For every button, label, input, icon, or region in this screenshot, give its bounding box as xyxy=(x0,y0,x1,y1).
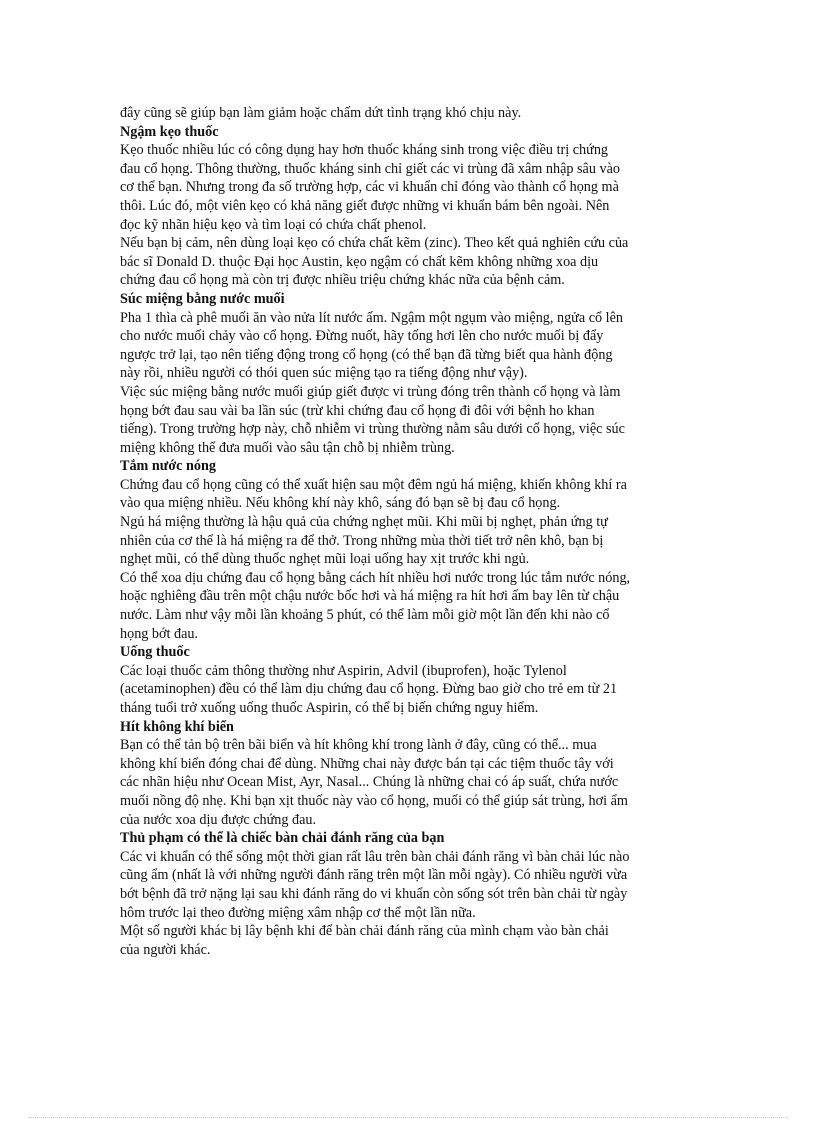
paragraph-line: đây cũng sẽ giúp bạn làm giảm hoặc chấm dứt tình trạng khó chịu này. xyxy=(120,105,522,121)
paragraph-line: họng bớt đau. xyxy=(120,625,199,642)
paragraph-line: Các vi khuẩn có thể sống một thời gian rất lâu trên bàn chải đánh răng vì bàn chải lúc nào xyxy=(120,848,630,865)
paragraph-line: cơ thể bạn. Nhưng trong đa số trường hợp, các vi khuẩn chỉ đóng vào thành cổ họng mà xyxy=(120,179,619,196)
document-body xyxy=(120,104,700,959)
heading-text: Uống thuốc xyxy=(120,644,190,661)
paragraph-line: Một số người khác bị lây bệnh khi để bàn chải đánh răng của mình chạm vào bàn chải xyxy=(120,923,609,940)
paragraph-line: thôi. Lúc đó, một viên kẹo có khả năng giết được những vi khuẩn bám bên ngoài. Nên xyxy=(120,197,610,214)
paragraph-line: Nếu bạn bị cảm, nên dùng loại kẹo có chứa chất kẽm (zinc). Theo kết quả nghiên cứu của xyxy=(120,235,629,252)
page-bottom-border xyxy=(28,1117,788,1118)
paragraph xyxy=(120,569,700,643)
section-heading xyxy=(120,290,700,309)
paragraph-line: tiếng). Trong trường hợp này, chỗ nhiễm vi trùng thường nằm sâu dưới cổ họng, việc súc xyxy=(120,421,625,438)
paragraph-line: chứng đau cổ họng mà còn trị được nhiều triệu chứng khác nữa của bệnh cảm. xyxy=(120,272,565,289)
paragraph xyxy=(120,141,700,234)
section-heading xyxy=(120,643,700,662)
paragraph-line: này rồi, nhiều người có thói quen súc miệng tạo ra tiếng động như vậy). xyxy=(120,365,528,382)
paragraph xyxy=(120,476,700,513)
paragraph-line: miệng không thể đưa muối vào sâu tận chỗ bị nhiễm trùng. xyxy=(120,439,455,456)
paragraph xyxy=(120,234,700,290)
section-heading xyxy=(120,829,700,848)
paragraph-line: vào qua miệng nhiều. Nếu không khí này khô, sáng đó bạn sẽ bị đau cổ họng. xyxy=(120,495,561,512)
section-heading xyxy=(120,718,700,737)
paragraph-line: tháng tuổi trở xuống uống thuốc Aspirin, có thể bị biến chứng nguy hiểm. xyxy=(120,700,539,716)
paragraph-line: bớt bệnh đã trở nặng lại sau khi đánh răng do vi khuẩn còn sống sót trên bàn chải từ ngày xyxy=(120,885,628,902)
heading-text: Súc miệng bằng nước muối xyxy=(120,290,285,307)
paragraph-line: Việc súc miệng bằng nước muối giúp giết được vi trùng đóng trên thành cổ họng và làm xyxy=(120,383,621,400)
paragraph xyxy=(120,662,700,718)
paragraph-line: nghẹt mũi, có thể dùng thuốc nghẹt mũi loại uống hay xịt trước khi ngủ. xyxy=(120,551,530,568)
paragraph xyxy=(120,309,700,383)
paragraph-line: đọc kỹ nhãn hiệu kẹo và tìm loại có chứa chất phenol. xyxy=(120,216,427,233)
paragraph-line: các nhãn hiệu như Ocean Mist, Ayr, Nasal... Chúng là những chai có áp suất, chứa nước xyxy=(120,774,619,791)
paragraph xyxy=(120,104,700,123)
paragraph-line: Có thể xoa dịu chứng đau cổ họng bằng cách hít nhiều hơi nước trong lúc tắm nước nóng, xyxy=(120,569,631,586)
paragraph-line: muối nồng độ nhẹ. Khi bạn xịt thuốc này vào cổ họng, muối có thể giúp sát trùng, hơi ẩm xyxy=(120,792,628,809)
paragraph-line: bác sĩ Donald D. thuộc Đại học Austin, kẹo ngậm có chất kẽm không những xoa dịu xyxy=(120,253,599,270)
paragraph xyxy=(120,848,700,922)
paragraph-line: của người khác. xyxy=(120,941,211,958)
heading-text: Thủ phạm có thể là chiếc bàn chải đánh răng của bạn xyxy=(120,830,445,847)
paragraph-line: nhiên của cơ thể là há miệng ra để thở. Trong những mùa thời tiết trở nên khô, bạn bị xyxy=(120,532,604,549)
paragraph-line: Kẹo thuốc nhiều lúc có công dụng hay hơn thuốc kháng sinh trong việc điều trị chứng xyxy=(120,142,609,159)
section-heading xyxy=(120,123,700,142)
heading-text: Tắm nước nóng xyxy=(120,458,216,475)
paragraph-line: cho nước muối chảy vào cổ họng. Đừng nuốt, hãy tống hơi lên cho nước muối bị đẩy xyxy=(120,328,604,345)
section-heading xyxy=(120,457,700,476)
paragraph-line: hoặc nghiêng đầu trên một chậu nước bốc hơi và há miệng ra hít hơi ấm bay lên từ chậu xyxy=(120,588,620,605)
paragraph-line: đau cổ họng. Thông thường, thuốc kháng sinh chỉ giết các vi trùng đã xâm nhập sâu vào xyxy=(120,160,620,177)
paragraph-line: Bạn có thể tản bộ trên bãi biển và hít không khí trong lành ở đây, cũng có thể... mua xyxy=(120,737,597,754)
paragraph-line: nước. Làm như vậy mỗi lần khoảng 5 phút, có thể làm mỗi giờ một lần đến khi nào cổ xyxy=(120,607,610,624)
paragraph-line: (acetaminophen) đều có thể làm dịu chứng đau cổ họng. Đừng bao giờ cho trẻ em từ 21 xyxy=(120,681,618,698)
paragraph-line: Pha 1 thìa cà phê muối ăn vào nửa lít nước ấm. Ngậm một ngụm vào miệng, ngửa cổ lên xyxy=(120,309,623,326)
paragraph-line: của nước xoa dịu được chứng đau. xyxy=(120,811,317,828)
paragraph-line: hôm trước lại theo đường miệng xâm nhập cơ thể một lần nữa. xyxy=(120,904,476,921)
paragraph xyxy=(120,922,700,959)
paragraph xyxy=(120,383,700,457)
paragraph-line: họng bớt đau sau vài ba lần súc (trừ khi chứng đau cổ họng đi đôi với bệnh ho khan xyxy=(120,402,595,419)
paragraph-line: Chứng đau cổ họng cũng có thể xuất hiện sau một đêm ngủ há miệng, khiến không khí ra xyxy=(120,476,627,493)
paragraph-line: Ngủ há miệng thường là hậu quả của chứng nghẹt mũi. Khi mũi bị nghẹt, phản ứng tự xyxy=(120,514,608,531)
paragraph-line: không khí biển đóng chai để dùng. Những chai này được bán tại các tiệm thuốc tây với xyxy=(120,755,614,772)
paragraph-line: Các loại thuốc cảm thông thường như Aspirin, Advil (ibuprofen), hoặc Tylenol xyxy=(120,662,567,679)
paragraph xyxy=(120,736,700,829)
paragraph xyxy=(120,513,700,569)
paragraph-line: ngược trở lại, tạo nên tiếng động trong cổ họng (có thể bạn đã từng biết qua hành động xyxy=(120,346,613,363)
paragraph-line: cũng ẩm (nhất là với những người đánh răng trên một lần mỗi ngày). Có nhiều người vừa xyxy=(120,867,628,884)
heading-text: Ngậm kẹo thuốc xyxy=(120,123,219,140)
heading-text: Hít không khí biển xyxy=(120,718,234,735)
